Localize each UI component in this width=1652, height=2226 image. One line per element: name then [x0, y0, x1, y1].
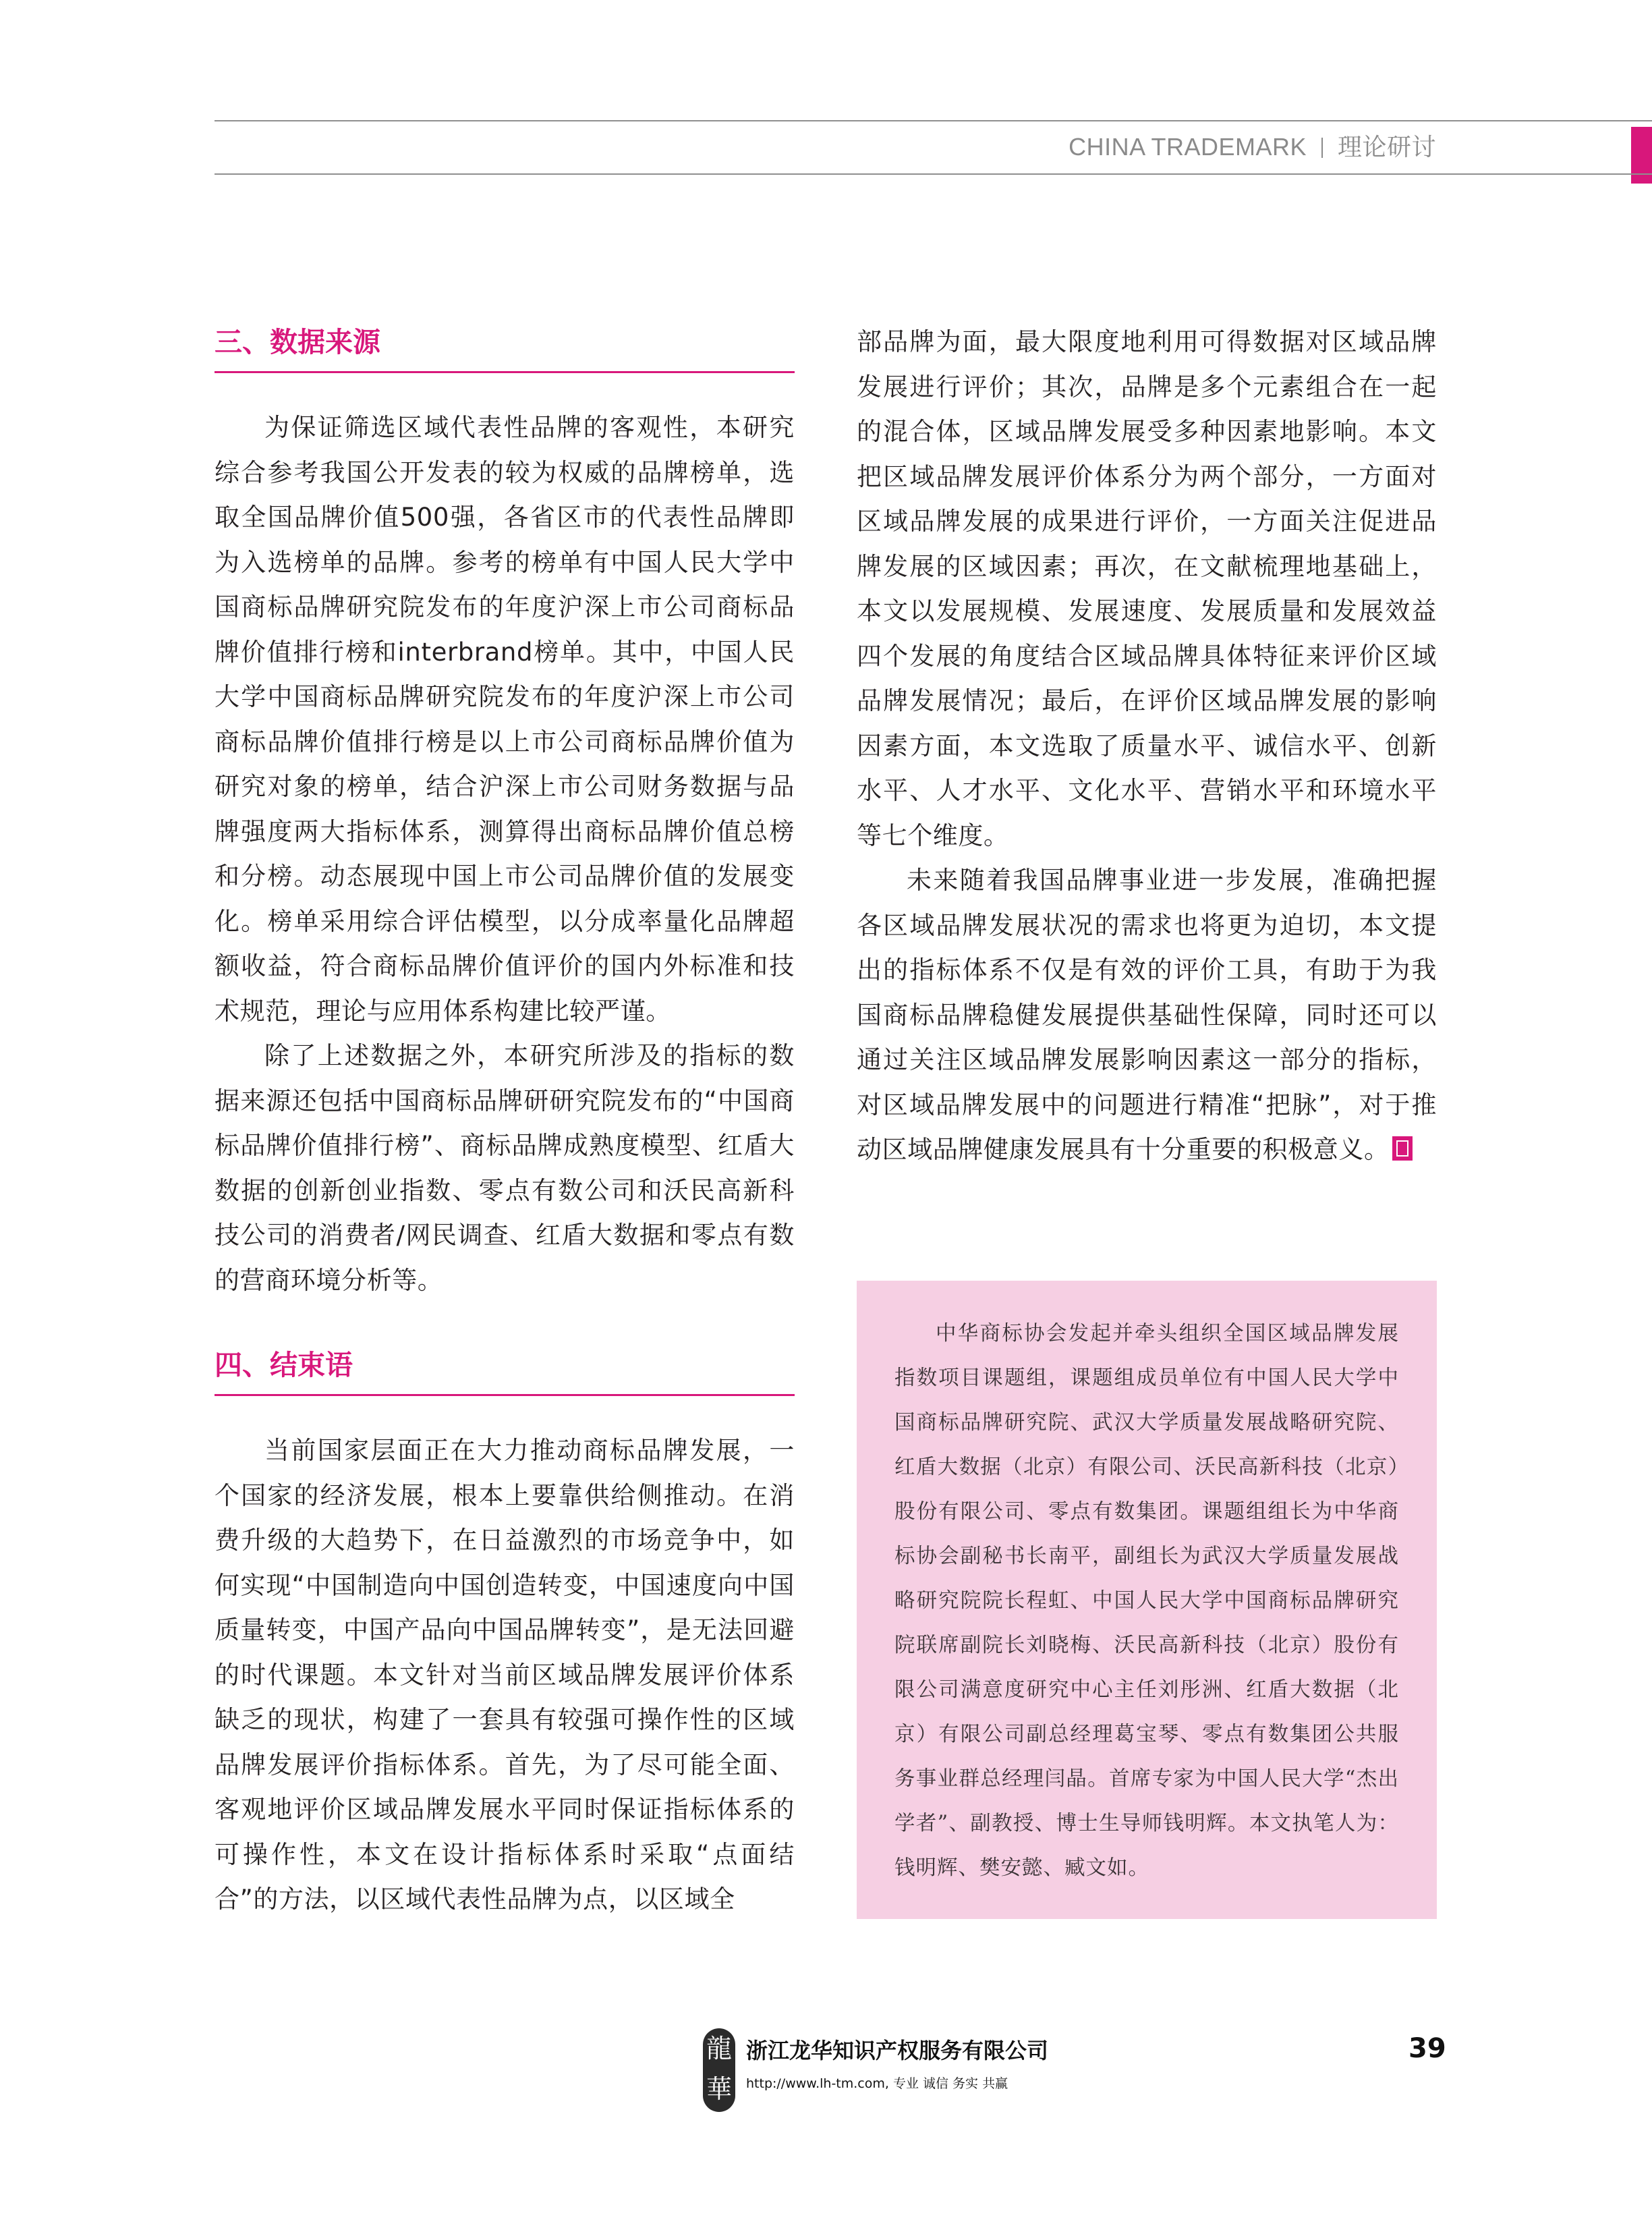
right-paragraph-2 [857, 858, 1437, 1173]
company-logo-icon: 龍華 [703, 2028, 735, 2112]
end-seal-icon [1392, 1136, 1413, 1161]
author-info-text: 中华商标协会发起并牵头组织全国区域品牌发展指数项目课题组，课题组成员单位有中国人民大学中国商标品牌研究院、武汉大学质量发展战略研究院、红盾大数据（北京）有限公司、沃民高新科技（北京）股份有限公司、零点有数集团。课题组组长为中华商标协会副秘书长南平，副组长为武汉大学质量发展战略研究院院长程虹、中国人民大学中国商标品牌研究院联席副院长刘晓梅、沃民高新科技（北京）股份有限公司满意度研究中心主任刘彤洲、红盾大数据（北京）有限公司副总经理葛宝琴、零点有数集团公共服务事业群总经理闫晶。首席专家为中国人民大学“杰出学者”、副教授、博士生导师钱明辉。本文执笔人为：钱明辉、樊安懿、臧文如。 [894, 1322, 1399, 1880]
section-name: 理论研讨 [1337, 133, 1436, 161]
left-column-section4 [215, 1345, 795, 1922]
left-column [215, 323, 795, 1303]
section3-paragraph-1: 为保证筛选区域代表性品牌的客观性，本研究综合参考我国公开发表的较为权威的品牌榜单，选取全国品牌价值500强，各省区市的代表性品牌即为入选榜单的品牌。参考的榜单有中国人民大学中国商标品牌研究院发布的年度沪深上市公司商标品牌价值排行榜和interbrand榜单。其中，中国人民大学中国商标品牌研究院发布的年度沪深上市公司商标品牌价值排行榜是以上市公司商标品牌价值为研究对象的榜单，结合沪深上市公司财务数据与品牌强度两大指标体系，测算得出商标品牌价值总榜和分榜。动态展现中国上市公司品牌价值的发展变化。榜单采用综合评估模型，以分成率量化品牌超额收益，符合商标品牌价值评价的国内外标准和技术规范，理论与应用体系构建比较严谨。 [215, 413, 795, 1026]
section4-heading: 四、结束语 [215, 1345, 795, 1396]
right-column [857, 320, 1437, 1173]
right-paragraph-1: 部品牌为面，最大限度地利用可得数据对区域品牌发展进行评价；其次，品牌是多个元素组合在一起的混合体，区域品牌发展受多种因素地影响。本文把区域品牌发展评价体系分为两个部分，一方面对区域品牌发展的成果进行评价，一方面关注促进品牌发展的区域因素；再次，在文献梳理地基础上，本文以发展规模、发展速度、发展质量和发展效益四个发展的角度结合区域品牌具体特征来评价区域品牌发展情况；最后，在评价区域品牌发展的影响因素方面，本文选取了质量水平、诚信水平、创新水平、人才水平、文化水平、营销水平和环境水平等七个维度。 [857, 327, 1437, 850]
section4-paragraph-1: 当前国家层面正在大力推动商标品牌发展，一个国家的经济发展，根本上要靠供给侧推动。在消费升级的大趋势下，在日益激烈的市场竞争中，如何实现“中国制造向中国创造转变，中国速度向中国质量转变，中国产品向中国品牌转变”，是无法回避的时代课题。本文针对当前区域品牌发展评价体系缺乏的现状，构建了一套具有较强可操作性的区域品牌发展评价指标体系。首先，为了尽可能全面、客观地评价区域品牌发展水平同时保证指标体系的可操作性，本文在设计指标体系时采取“点面结合”的方法，以区域代表性品牌为点，以区域全 [215, 1436, 795, 1914]
header-separator [1321, 138, 1323, 158]
running-header [1069, 130, 1436, 164]
footer-company-name: 浙江龙华知识产权服务有限公司 [746, 2038, 1049, 2063]
footer-url: http://www.lh-tm.com, 专业 诚信 务实 共赢 [746, 2076, 1008, 2091]
section3-paragraph-2: 除了上述数据之外，本研究所涉及的指标的数据来源还包括中国商标品牌研研究院发布的“中国商标品牌价值排行榜”、商标品牌成熟度模型、红盾大数据的创新创业指数、零点有数公司和沃民高新科技公司的消费者/网民调查、红盾大数据和零点有数的营商环境分析等。 [215, 1041, 795, 1295]
journal-name: CHINA TRADEMARK [1069, 133, 1307, 161]
header-bottom-rule [215, 173, 1652, 175]
author-info-box [857, 1281, 1437, 1919]
header-accent-tab [1631, 127, 1652, 184]
section3-heading: 三、数据来源 [215, 323, 795, 373]
header-top-rule [215, 120, 1652, 121]
right-paragraph-2-text: 未来随着我国品牌事业进一步发展，准确把握各区域品牌发展状况的需求也将更为迫切，本文提出的指标体系不仅是有效的评价工具，有助于为我国商标品牌稳健发展提供基础性保障，同时还可以通过关注区域品牌发展影响因素这一部分的指标，对区域品牌发展中的问题进行精准“把脉”，对于推动区域品牌健康发展具有十分重要的积极意义。 [857, 866, 1437, 1164]
page-number: 39 [1408, 2033, 1446, 2064]
